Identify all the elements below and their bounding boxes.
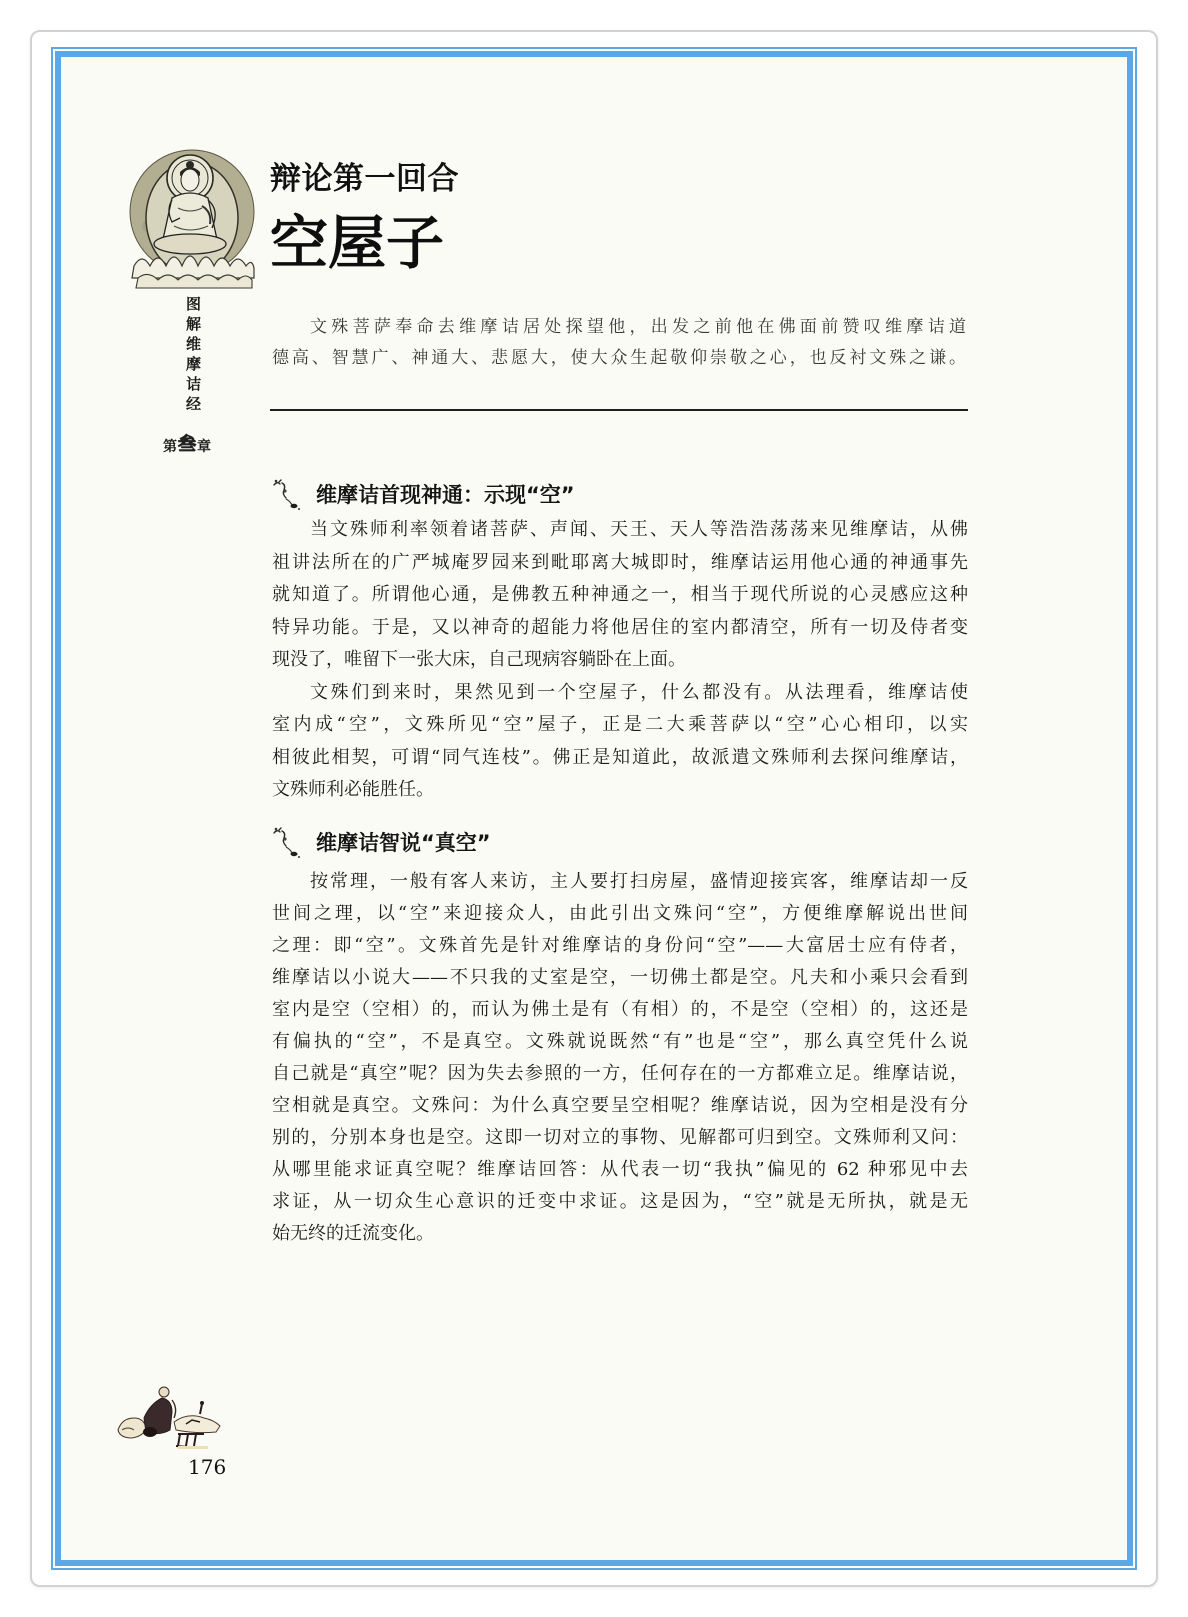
text-line: 求证，从一切众生心意识的迁变中求证。这是因为，“空”就是无所执，就是无: [272, 1191, 968, 1212]
chapter-prefix: 第: [163, 439, 177, 455]
chapter-suffix: 章: [197, 439, 211, 455]
ink-sketch-icon: [270, 825, 304, 859]
section-heading: 维摩诘首现神通：示现“空”: [316, 483, 575, 507]
text-line: 室内成“空”，文殊所见“空”屋子，正是二大乘菩萨以“空”心心相印，以实: [272, 714, 968, 735]
text-line: 文殊们到来时，果然见到一个空屋子，什么都没有。从法理看，维摩诘使: [310, 681, 968, 703]
text-line: 室内是空（空相）的，而认为佛土是有（有相）的，不是空（空相）的，这还是: [272, 999, 968, 1020]
text-line: 自己就是“真空”呢？因为失去参照的一方，任何存在的一方都难立足。维摩诘说，: [272, 1063, 968, 1084]
text-line: 有偏执的“空”，不是真空。文殊就说既然“有”也是“空”，那么真空凭什么说: [272, 1031, 968, 1052]
chapter-number: 叁: [178, 434, 196, 455]
text-line: 从哪里能求证真空呢？维摩诘回答：从代表一切“我执”偏见的 62 种邪见中去: [272, 1159, 968, 1180]
text-line: 文殊师利必能胜任。: [272, 779, 434, 800]
ink-sketch-icon: [270, 477, 304, 511]
text-line: 就知道了。所谓他心通，是佛教五种神通之一，相当于现代所说的心灵感应这种: [272, 584, 968, 605]
paragraph: [272, 514, 968, 677]
page-title: 空屋子: [270, 209, 445, 277]
text-line: 维摩诘以小说大——不只我的丈室是空，一切佛土都是空。凡夫和小乘只会看到: [272, 967, 968, 988]
intro-paragraph: [272, 312, 966, 374]
seated-buddha-icon: [128, 148, 256, 290]
section-body: [272, 866, 968, 1250]
divider: [270, 409, 968, 411]
paragraph: [272, 866, 968, 1250]
text-line: 德高、智慧广、神通大、悲愿大，使大众生起敬仰崇敬之心，也反衬文殊之谦。: [272, 348, 966, 368]
text-line: 始无终的迁流变化。: [272, 1223, 434, 1244]
text-line: 祖讲法所在的广严城庵罗园来到毗耶离大城即时，维摩诘运用他心通的神通事先: [272, 551, 968, 573]
text-line: 空相就是真空。文殊问：为什么真空要呈空相呢？维摩诘说，因为空相是没有分: [272, 1095, 968, 1116]
paragraph: [272, 677, 968, 807]
text-line: 之理：即“空”。文殊首先是针对维摩诘的身份问“空”——大富居士应有侍者，: [272, 935, 968, 956]
section-heading: 维摩诘智说“真空”: [316, 831, 491, 855]
text-line: 文殊菩萨奉命去维摩诘居处探望他，出发之前他在佛面前赞叹维摩诘道: [310, 317, 966, 337]
text-line: 当文殊师利率领着诸菩萨、声闻、天王、天人等浩浩荡荡来见维摩诘，从佛: [310, 519, 968, 540]
text-line: 特异功能。于是，又以神奇的超能力将他居住的室内都清空，所有一切及侍者变: [272, 616, 968, 638]
text-line: 世间之理，以“空”来迎接众人，由此引出文殊问“空”，方便维摩解说出世间: [272, 903, 968, 924]
page-number: 176: [188, 1455, 227, 1479]
section-body: [272, 514, 968, 807]
text-line: 现没了，唯留下一张大床，自己现病容躺卧在上面。: [272, 649, 686, 670]
ink-figures-scene-icon: [114, 1372, 226, 1450]
book-title-vertical: 图解维摩诘经: [184, 296, 202, 416]
text-line: 别的，分别本身也是空。这即一切对立的事物、见解都可归到空。文殊师利又问：: [272, 1127, 968, 1148]
text-line: 按常理，一般有客人来访，主人要打扫房屋，盛情迎接宾客，维摩诘却一反: [310, 871, 968, 892]
text-line: 相彼此相契，可谓“同气连枝”。佛正是知道此，故派遣文殊师利去探问维摩诘，: [272, 746, 968, 768]
chapter-label: [163, 434, 211, 456]
page-subtitle: 辩论第一回合: [270, 161, 459, 197]
